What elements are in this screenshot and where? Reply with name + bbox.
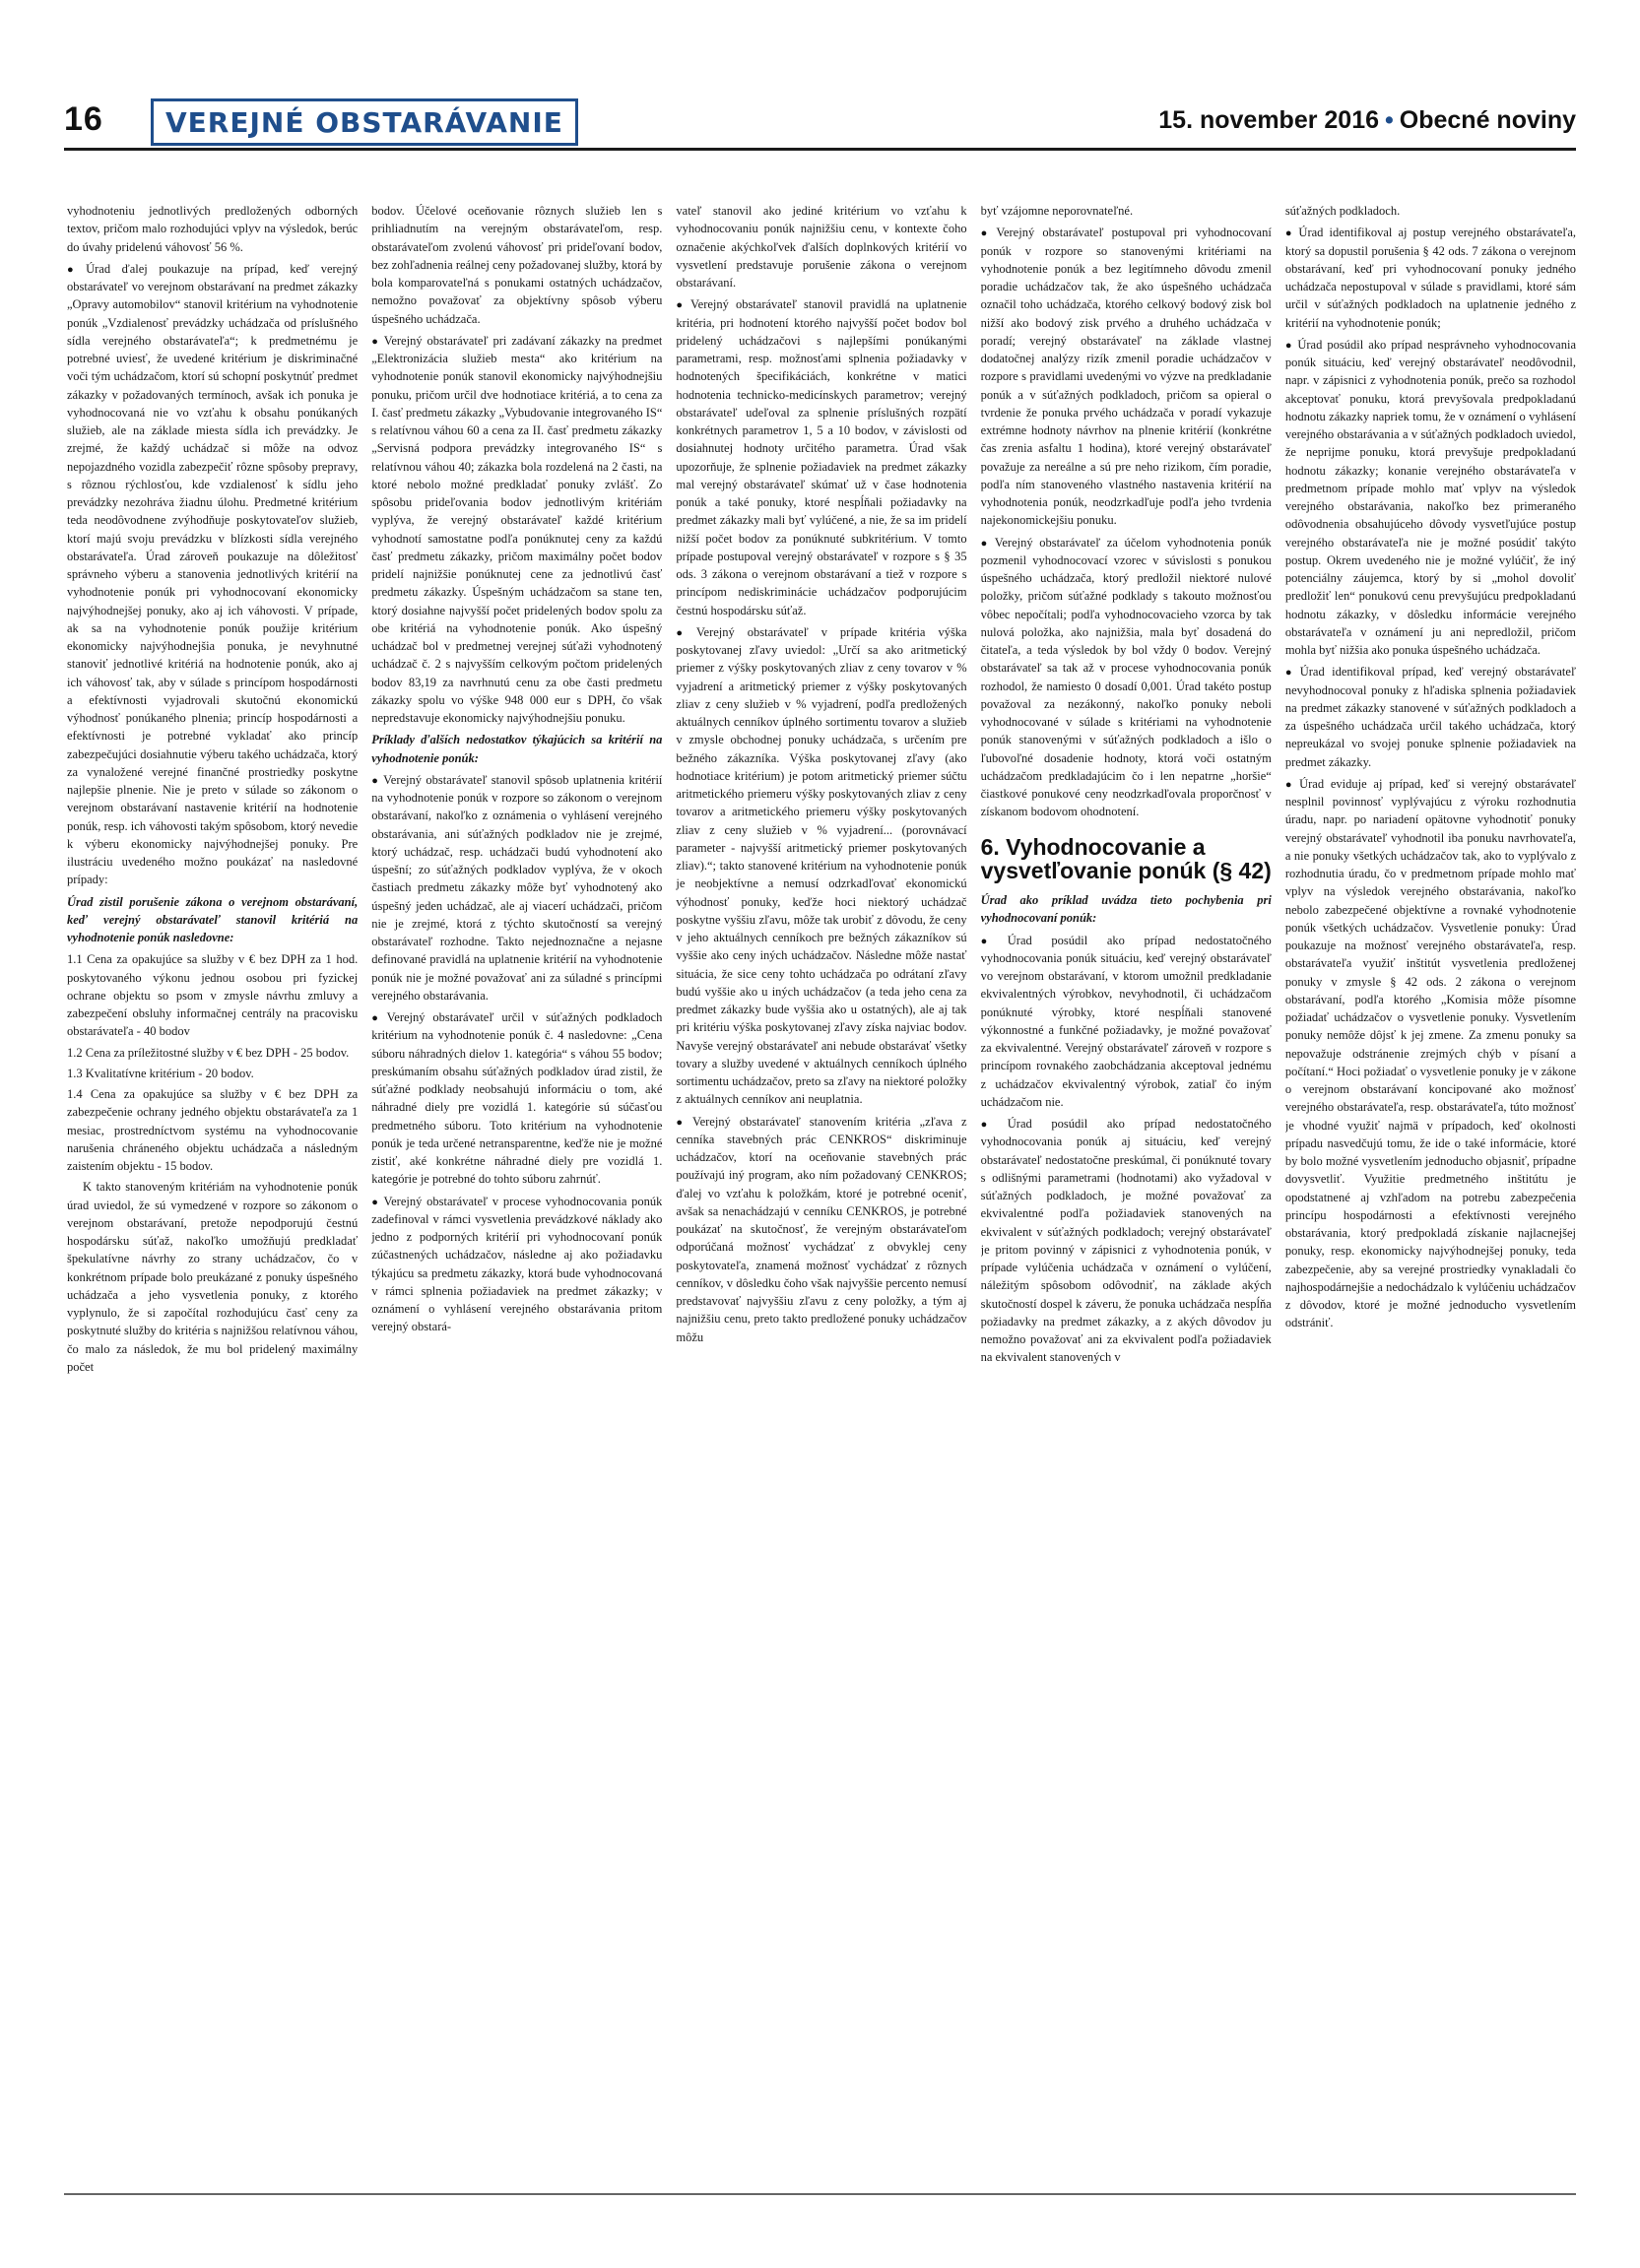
bullet-paragraph: ● Úrad posúdil ako prípad nesprávneho vyhodnocovania ponúk situáciu, keď verejný obstarávateľ neodôvodnil, napr. v zápisnici z vyhodnotenia ponúk, prečo sa rozhodol akceptovať ponuku, ktorá prevyšovala predpokladanú hodnotu zákazky napriek tomu, že v oznámení o vyhlásení verejného obstarávania a v súťažných podkladoch uviedol, že neprijme ponuku, ktorá prevyšuje predpokladanú hodnotu zákazky; konanie verejného obstarávateľa v predmetnom prípade mohlo mať vplyv na výsledok verejného obstarávania, nakoľko bez primeraného odôvodnenia obsahujúceho dôvody vysvetľujúce postup verejného obstarávateľa nie je možné posúdiť takýto postup. Okrem uvedeného nie je možné vylúčiť, že iný potenciálny záujemca, ktorý by si „mohol dovoliť predložiť len“ ponukovú cenu prevyšujúcu predpokladanú hodnotu zákazky, v dôsledku informácie verejného obstarávateľa v oznámení ju ani nepredložil, pričom mohla byť nižšia ako ponuka úspešného uchádzača. [1285,336,1576,660]
header-rule [64,148,1576,151]
list-item: 1.1 Cena za opakujúce sa služby v € bez DPH za 1 hod. poskytovaného výkonu jednou osobou pri fyzickej ochrane objektu so psom v zmysle návrhu zmluvy a zabezpečení obsluhy informačnej centrály na pracovisku obstarávateľa - 40 bodov [67,952,359,1039]
bullet-paragraph: ● Úrad identifikoval prípad, keď verejný obstarávateľ nevyhodnocoval ponuky z hľadiska splnenia požiadaviek na predmet zákazky stanovené v súťažných podkladoch a za úspešného uchádzača určil takého uchádzača, ktorý nepreukázal vo svojej ponuke splnenie požiadaviek na predmet zákazky. [1285,663,1576,771]
text-column-2 [371,202,662,2181]
bullet-paragraph: ● Verejný obstarávateľ stanovením kritéria „zľava z cenníka stavebných prác CENKROS“ diskriminuje uchádzačov, ktorí na oceňovanie stavebných prác používajú iný program, ako ním požadovaný CENKROS; ďalej vo vzťahu k položkám, ktoré je potrebné oceniť, avšak sa nenachádzajú v cenníku CENKROS, je potrebné poukázať na skutočnosť, že verejným obstarávateľom odporúčaná možnosť vychádzať z obvyklej ceny poskytovateľa, znamená možnosť vychádzať z rôznych cenníkov, v dôsledku čoho však najvyššie percento nemusí predstavovať najvyššiu zľavu z ceny položky, a tým aj najnižšiu cenu, preto takto predložené ponuky uchádzačov môžu [676,1113,966,1346]
italic-lead: Príklady ďalších nedostatkov týkajúcich sa kritérií na vyhodnotenie ponúk: [371,733,663,765]
section-title: VEREJNÉ OBSTARÁVANIE [165,105,563,139]
text-column-5 [1285,202,1576,2181]
italic-lead: Úrad ako príklad uvádza tieto pochybenia pri vyhodnocovaní ponúk: [980,893,1272,926]
italic-lead: Úrad zistil porušenie zákona o verejnom obstarávaní, keď verejný obstarávateľ stanovil kritériá na vyhodnotenie ponúk nasledovne: [67,894,359,944]
issue-info [1158,106,1576,135]
bullet-paragraph: ● Verejný obstarávateľ určil v súťažných podkladoch kritérium na vyhodnotenie ponúk č. 4 nasledovne: „Cena súboru náhradných dielov 1. kategória“ s váhou 55 bodov; preskúmaním obsahu súťažných podkladov úrad zistil, že súťažné podklady neobsahujú informáciu o tom, aké náhradné diely pre vozidlá 1. kategórie sú súčasťou predmetného súboru. Toto kritérium na vyhodnotenie ponúk je teda určené netransparentne, keďže nie je možné zistiť, aké konkrétne náhradné diely pre vozidlá 1. kategórie je potrebné do tohto súboru zahrnúť. [371,1008,662,1189]
paragraph: súťažných podkladoch. [1284,204,1401,218]
bullet-paragraph: ● Verejný obstarávateľ za účelom vyhodnotenia ponúk pozmenil vyhodnocovací vzorec v súvislosti s ponukou úspešného uchádzača, ktorý predložil niektoré nulové položky, pričom súťažné podklady s takouto možnosťou vôbec nepočítali; podľa vyhodnocovacieho vzorca by tak nulová položka, ako najnižšia, mala byť dosadená do čitateľa, a teda výsledok by bol vždy 0 bodov. Verejný obstarávateľ sa tak až v procese vyhodnocovania ponúk rozhodol, že namiesto 0 dosadí 0,001. Úrad takéto postup považoval za nezákonný, nakoľko ponuky neboli vyhodnocované v súlade s kritériami na vyhodnotenie ponúk stanovenými v súťažných podkladoch a išlo o ľubovoľné dosadenie hodnoty, ktorá voči ostatným uchádzačom predkladajúcim čo i len nepatrne „horšie“ čiastkové ponukové ceny neodzrkadľovala proporčnosť v získanom bodovom ohodnotení. [981,534,1272,821]
issue-date: 15. november 2016 [1158,106,1380,134]
footer-rule [64,2193,1576,2195]
bullet-paragraph: ● Úrad posúdil ako prípad nedostatočného vyhodnocovania ponúk situáciu, keď verejný obstarávateľ vo verejnom obstarávaní, v ktorom umožnil predkladanie ekvivalentných výrobkov, nevyhodnotil, či uchádzačom ponúknuté výrobky, ktoré nespĺňali stanovené výkonnostné a funkčné požiadavky, je možné považovať za ekvivalentné. Verejný obstarávateľ zároveň v rozpore s princípom rovnakého zaobchádzania akceptoval jednému z uchádzačov ekvivalentný výrobok, zatiaľ čo iným uchádzačom nie. [981,932,1272,1112]
list-item: 1.2 Cena za príležitostné služby v € bez DPH - 25 bodov. [67,1045,350,1060]
bullet-paragraph: ● Verejný obstarávateľ v procese vyhodnocovania ponúk zadefinoval v rámci vysvetlenia prevádzkové náklady ako jedno z podporných kritérií pri vyhodnocovaní ponúk zúčastnených uchádzačov, následne aj ako požiadavku týkajúcu sa predmetu zákazky, ktorá bude vyhodnocovaná v rámci splnenia požiadaviek na predmet zákazky; v oznámení o vyhlásení verejného obstarávania pritom verejný obstará- [371,1193,662,1336]
list-item: 1.3 Kvalitatívne kritérium - 20 bodov. [67,1066,254,1080]
publication-name: Obecné noviny [1399,106,1576,134]
page-header [64,98,1576,144]
bullet-paragraph: ● Verejný obstarávateľ stanovil spôsob uplatnenia kritérií na vyhodnotenie ponúk v rozpore so zákonom o verejnom obstarávaní, nakoľko z oznámenia o vyhlásení verejného obstarávania, ani súťažných podkladov nie je zrejmé, ktorý uchádzač, resp. uchádzači budú vyhodnotení ako úspešní; zo súťažných podkladov vyplýva, že v okoch častiach predmetu zákazky môže byť vyhodnotený ako úspešný jeden uchádzač, ale aj viacerí uchádzači, pričom nie je zrejmé, ktorá z týchto skutočností sa verejný obstarávateľ rozhodne. Takto nejednoznačne a nejasne definované pravidlá na uplatnenie kritérií na vyhodnotenie ponúk nie je možné považovať ani za súladné s princípmi verejného obstarávania. [371,771,662,1004]
paragraph: bodov. Účelové oceňovanie rôznych služieb len s prihliadnutím na verejným obstarávateľom, resp. obstarávateľom zvolenú váhovosť pri prideľovaní bodov, bez zohľadnenia reálnej ceny požadovanej služby, ktorá by bola komparovateľná s ponukami ostatných uchádzačov, nemožno považovať za objektívny spôsob výberu úspešného uchádzača. [371,204,663,326]
bullet-paragraph: ● Verejný obstarávateľ v prípade kritéria výška poskytovanej zľavy uviedol: „Určí sa ako aritmetický priemer z výšky poskytovaných zliav z ceny tovarov v % vyjadrení a aritmetický priemer z výšky poskytovaných zliav z ceny služieb v % vyjadrení, podľa predložených aktuálnych cenníkov úplného sortimentu tovarov a služieb v zmysle obchodnej ponuky uchádzača, s určením pre bežného zákazníka. Výška poskytovanej zľavy (ako hodnotiace kritérium) je potom aritmetický priemer súčtu aritmetického priemeru výšky poskytovaných zliav z ceny tovarov a aritmetického priemeru výšky poskytovaných zliav z ceny služieb v % vyjadrení... (porovnávací parameter - najvyšší aritmetický priemer poskytovaných zliav).“; takto stanovené kritérium na vyhodnotenie ponúk je neobjektívne a nemusí odzrkadľovať ekonomickú výhodnosť ponuky, keďže hoci niektorý uchádzač poskytne vyššiu zľavu, môže tak urobiť z dôvodu, že ceny v jeho aktuálnych cenníkoch pre bežných zákazníkov sú vyššie ako ceny iných uchádzačov. Následne môže nastať situácia, že sice ceny tohto uchádzača po odrátaní zľavy budú vyššie ako u iných uchádzačov (a teda jeho cena za predmet zákazky bude vyššia ako u ostatných), ale aj tak pri kritériu výška poskytovanej zľavy získa najviac bodov. Navyše verejný obstarávateľ ani nebude obstarávať všetky tovary a služby uvedené v aktuálnych cenníkoch úplného sortimentu uchádzačov, preto sa zľavy na niektoré položky z aktuálnych cenníkov ani neuplatnia. [676,623,966,1109]
paragraph: vateľ stanovil ako jediné kritérium vo vzťahu k vyhodnocovaniu ponúk najnižšiu cenu, v kontexte čoho označenie akýchkoľvek ďalších doplnkových kritérií vo vysvetlení predstavuje porušenie zákona o verejnom obstarávaní. [676,204,967,290]
bullet-paragraph: ● Verejný obstarávateľ stanovil pravidlá na uplatnenie kritéria, pri hodnotení ktorého najvyšší počet bodov bol pridelený uchádzačovi s najlepšími ponúkanými parametrami, resp. možnosťami splnenia požiadavky v hodnotených špecifikáciách, konkrétne v matici hodnotenia technicko-medicínskych parametrov; verejný obstarávateľ udeľoval za splnenie príslušných rozpätí konkrétnych parametrov 1, 5 a 10 bodov, v závislosti od dosiahnutej hodnoty určitého parametra. Úrad však upozorňuje, že splnenie požiadaviek na predmet zákazky mal verejný obstarávateľ skúmať už v čase hodnotenia ponúk a také ponuky, ktoré nespĺňali požiadavky na predmet zákazky mali byť vylúčené, a nie, že sa im pridelí nižší počet bodov za ponúknuté subkritérium. V tomto prípade postupoval verejný obstarávateľ v rozpore s § 35 ods. 3 zákona o verejnom obstarávaní a tiež v rozpore s princípom nediskriminácie uchádzačov podporujúcim čestnú hospodársku súťaž. [676,295,966,619]
bullet-paragraph: ● Verejný obstarávateľ pri zadávaní zákazky na predmet „Elektronizácia služieb mesta“ ako kritérium na vyhodnotenie ponúk stanovil ekonomicky najvýhodnejšiu ponuku, pričom určil dve hodnotiace kritériá, a to cena za I. časť predmetu zákazky „Vybudovanie integrovaného IS“ s relatívnou váhou 60 a cena za II. časť predmetu zákazky „Servisná podpora prevádzky integrovaného IS“ s relatívnou váhou 40; zákazka bola rozdelená na 2 časti, na ktoré nebolo možné predkladať ponuky zvlášť. Zo spôsobu prideľovania bodov jednotlivým kritériám vyplýva, že verejný obstarávateľ každé kritérium vyhodnotí samostatne podľa ponúknutej ceny za každú časť predmetu zákazky, pričom maximálny počet bodov pridelí najnižšie ponúknutej cene za jednotlivú časť predmetu zákazky. Úspešným uchádzačom sa stane ten, ktorý dosiahne najvyšší počet pridelených bodov spolu za obe kritériá na vyhodnotenie ponúk. Ako úspešný uchádzač bol v predmetnej verejnej súťaži vyhodnotený uchádzač č. 2 s najvyšším celkovým počtom pridelených bodov 83,19 za navrhnutú cenu za obe časti predmetu zákazky spolu vo výške 948 000 eur s DPH, čo však nepredstavuje ekonomicky najvýhodnejšiu ponuku. [371,332,662,728]
bullet-paragraph: ● Úrad eviduje aj prípad, keď si verejný obstarávateľ nesplnil povinnosť vyplývajúcu z výroku rozhodnutia úradu, napr. po nariadení opätovne vyhodnotiť ponuky verejný obstarávateľ vyhodnotil iba ponuku navrhovateľa, a nie ponuky všetkých uchádzačov tak, ako to vyplývalo z rozhodnutia úradu, čo v predmetnom prípade mohlo mať vplyv na výsledok verejného obstarávania, nakoľko nebolo zabezpečené objektívne a rovnaké vyhodnotenie ponúk všetkých uchádzačov. Vysvetlenie ponuky: Úrad poukazuje na možnosť verejného obstarávateľa, resp. obstarávateľa využiť inštitút vysvetlenia predloženej ponuky v zmysle § 42 ods. 2 zákona o verejnom obstarávaní, podľa ktorého „Komisia môže písomne požiadať uchádzačov o vysvetlenie ponuky. Vysvetlením ponuky nemôže dôjsť k jej zmene. Za zmenu ponuky sa nepovažuje odstránenie zrejmých chýb v písaní a počítaní.“ Hoci požiadať o vysvetlenie ponuky je v zákone o verejnom obstarávaní koncipované ako možnosť verejného obstarávateľa, resp. obstarávateľa, túto možnosť je vhodné využiť najmä v prípadoch, keď okolnosti prípadu nasvedčujú tomu, že ide o také informácie, ktoré by bolo možné vysvetlením jednoducho objasniť, prípadne dovysvetliť. Využitie predmetného inštitútu je opodstatnené aj vzhľadom na potrebu zabezpečenia princípu hospodárnosti a efektívnosti verejného obstarávania, ktorý predpokladá získanie najlacnejšej ponuky, resp. ekonomicky najvýhodnejšej ponuky, teda zabezpečenie, aby sa verejné prostriedky vynakladali čo najhospodárnejšie a nedochádzalo k vylúčeniu uchádzačov z dôvodov, ktoré je možné jednoducho vysvetlením odstrániť. [1285,775,1576,1332]
section-title-box [151,98,578,146]
bullet-paragraph: ● Verejný obstarávateľ postupoval pri vyhodnocovaní ponúk v rozpore so stanovenými kritériami na vyhodnotenie ponúk a bez legitímneho dôvodu zmenil poradie uchádzačov tak, že ako úspešného uchádzača označil toho uchádzača, ktorého celkový bodový zisk bol nižší ako bodový zisk prvého a druhého uchádzača v poradí; verejný obstarávateľ na základe vlastnej dodatočnej analýzy rizík zmenil poradie uchádzačov v rozpore s pravidlami uvedenými vo výzve na predkladanie ponúk a v súťažných podkladoch, pričom sa opieral o tvrdenie že ponuka prvého uchádzača v poradí vykazuje extrémne hodnoty návrhov na plnenie kritérií (konkrétne čas zrenia asfaltu 1 hodina), ktoré verejný obstarávateľ považuje za nereálne a sú pre neho rizikom, čím poradie, podľa ním stanoveného vlastného nastavenia kritérií na vyhodnotenia ponúk, neodzrkadľuje podľa jeho tvrdenia najekonomickejšiu ponuku. [981,224,1272,529]
paragraph: vyhodnoteniu jednotlivých predložených odborných textov, pričom malo rozhodujúci vplyv na výsledok, berúc do úvahy pridelenú váhovosť 56 %. [67,204,359,254]
bullet-paragraph: ● Úrad ďalej poukazuje na prípad, keď verejný obstarávateľ vo verejnom obstarávaní na predmet zákazky „Opravy automobilov“ stanovil kritérium na vyhodnotenie ponúk „Vzdialenosť prevádzky uchádzača od príslušného sídla verejného obstarávateľa“; k predmetnému je potrebné uviesť, že uvedené kritérium je diskriminačné voči tým uchádzačom, ktorí sú schopní poskytnúť predmet zákazky v požadovaných termínoch, avšak ich ponuka je vyhodnocovaná nie vo vzťahu k obsahu ponúkaných služieb, ale na základe miesta sídla ich prevádzky. Je zrejmé, že každý uchádzač si môže na odvoz nepojazdného vozidla zabezpečiť rôzne spôsoby prepravy, s rôznou rýchlosťou, kde vzdialenosť k sídlu jeho prevádzky nezohráva žiadnu úlohu. Predmetné kritérium teda neodôvodnene zvýhodňuje poskytovateľov služieb, ktorí majú svoju prevádzku v blízkosti sídla verejného obstarávateľa. Úrad zároveň poukazuje na dôležitosť správneho výberu a stanovenia jednotlivých kritérií na vyhodnotenie ponúk pri vyhodnocovaní ekonomicky najvýhodnejšej ponuky, ako aj ich váhovosti. V prípade, ak sa na vyhodnotenie ponúk použije kritérium ekonomicky najvýhodnejšia ponuka, je nevyhnutné stanoviť jednotlivé kritériá na hodnotenie ponúk, ako aj ich váhovosť tak, aby v súlade s princípom hospodárnosti a efektívnosti vyjadrovali skutočnú ekonomickú výhodnosť ponúkaného plnenia; princíp hospodárnosti a efektívnosti je potrebné vykladať ako princíp zabezpečujúci dosiahnutie výberu takého uchádzača, ktorý za vynaložené verejné finančné prostriedky poskytne najlepšie plnenie. Nie je preto v súlade so zákonom o verejnom obstarávaní nastavenie kritérií na hodnotenie ponúk, resp. ich váhovosti takým spôsobom, ktorý nevedie k výberu ekonomicky najvýhodnejšej ponuky. Pre ilustráciu uvedeného možno poukázať na nasledovné prípady: [67,260,358,889]
paragraph: byť vzájomne neporovnateľné. [980,204,1134,218]
article-body [67,202,1576,2181]
paragraph: K takto stanoveným kritériám na vyhodnotenie ponúk úrad uviedol, že sú vymedzené v rozpore so zákonom o verejnom obstarávaní, pretože nepodporujú čestnú hospodársku súťaž, nakoľko umožňujú predkladať špekulatívne návrhy zo strany uchádzačov, čo v konkrétnom prípade bolo preukázané z ponuky úspešného uchádzača a jeho vysvetlenia ponuky, z ktorého vyplynulo, že si započítal rozhodujúcu časť ceny za poskytnuté služby do kritéria s najnižšou relatívnou váhou, čo malo za následok, že mu bol pridelený maximálny počet [67,1180,359,1374]
separator-dot: • [1385,106,1394,134]
text-column-1 [67,202,358,2181]
bullet-paragraph: ● Úrad posúdil ako prípad nedostatočného vyhodnocovania ponúk aj situáciu, keď verejný obstarávateľ nedostatočne preskúmal, či ponúknuté tovary s odlišnými parametrami (hodnotami) ako vyžadoval v súťažných podkladoch, je možné považovať za ekvivalentné podľa požiadaviek stanovených na ekvivalent v súťažných podkladoch; verejný obstarávateľ je pritom povinný v zápisnici z vyhodnotenia ponúk, v prípade vylúčenia uchádzača v oznámení o vylúčení, náležitým spôsobom odôvodniť, na základe akých skutočností dospel k záveru, že ponuka uchádzača nespĺňa požiadavky na predmet zákazky, a z akých dôvodov ju nemožno považovať ani za ekvivalent podľa požiadaviek na ekvivalent stanovených v [981,1115,1272,1367]
list-item: 1.4 Cena za opakujúce sa služby v € bez DPH za zabezpečenie ochrany jedného objektu obstarávateľa za 1 mesiac, prostredníctvom systému na vyhodnocovanie narušenia chráneného objektu uchádzača a následným zaistením objektu - 15 bodov. [67,1087,359,1173]
text-column-4 [981,202,1272,2181]
page-number: 16 [64,100,103,138]
bullet-paragraph: ● Úrad identifikoval aj postup verejného obstarávateľa, ktorý sa dopustil porušenia § 42 ods. 7 zákona o verejnom obstarávaní, keď pri vyhodnocovaní ponuky jedného uchádzača nepostupoval v súlade s pravidlami, ktoré sám určil v súťažných podkladoch na uplatnenie jedného z kritérií na vyhodnotenie ponúk; [1285,224,1576,332]
section-heading: 6. Vyhodnocovanie a vysvetľovanie ponúk (§ 42) [980,833,1272,884]
text-column-3 [676,202,966,2181]
